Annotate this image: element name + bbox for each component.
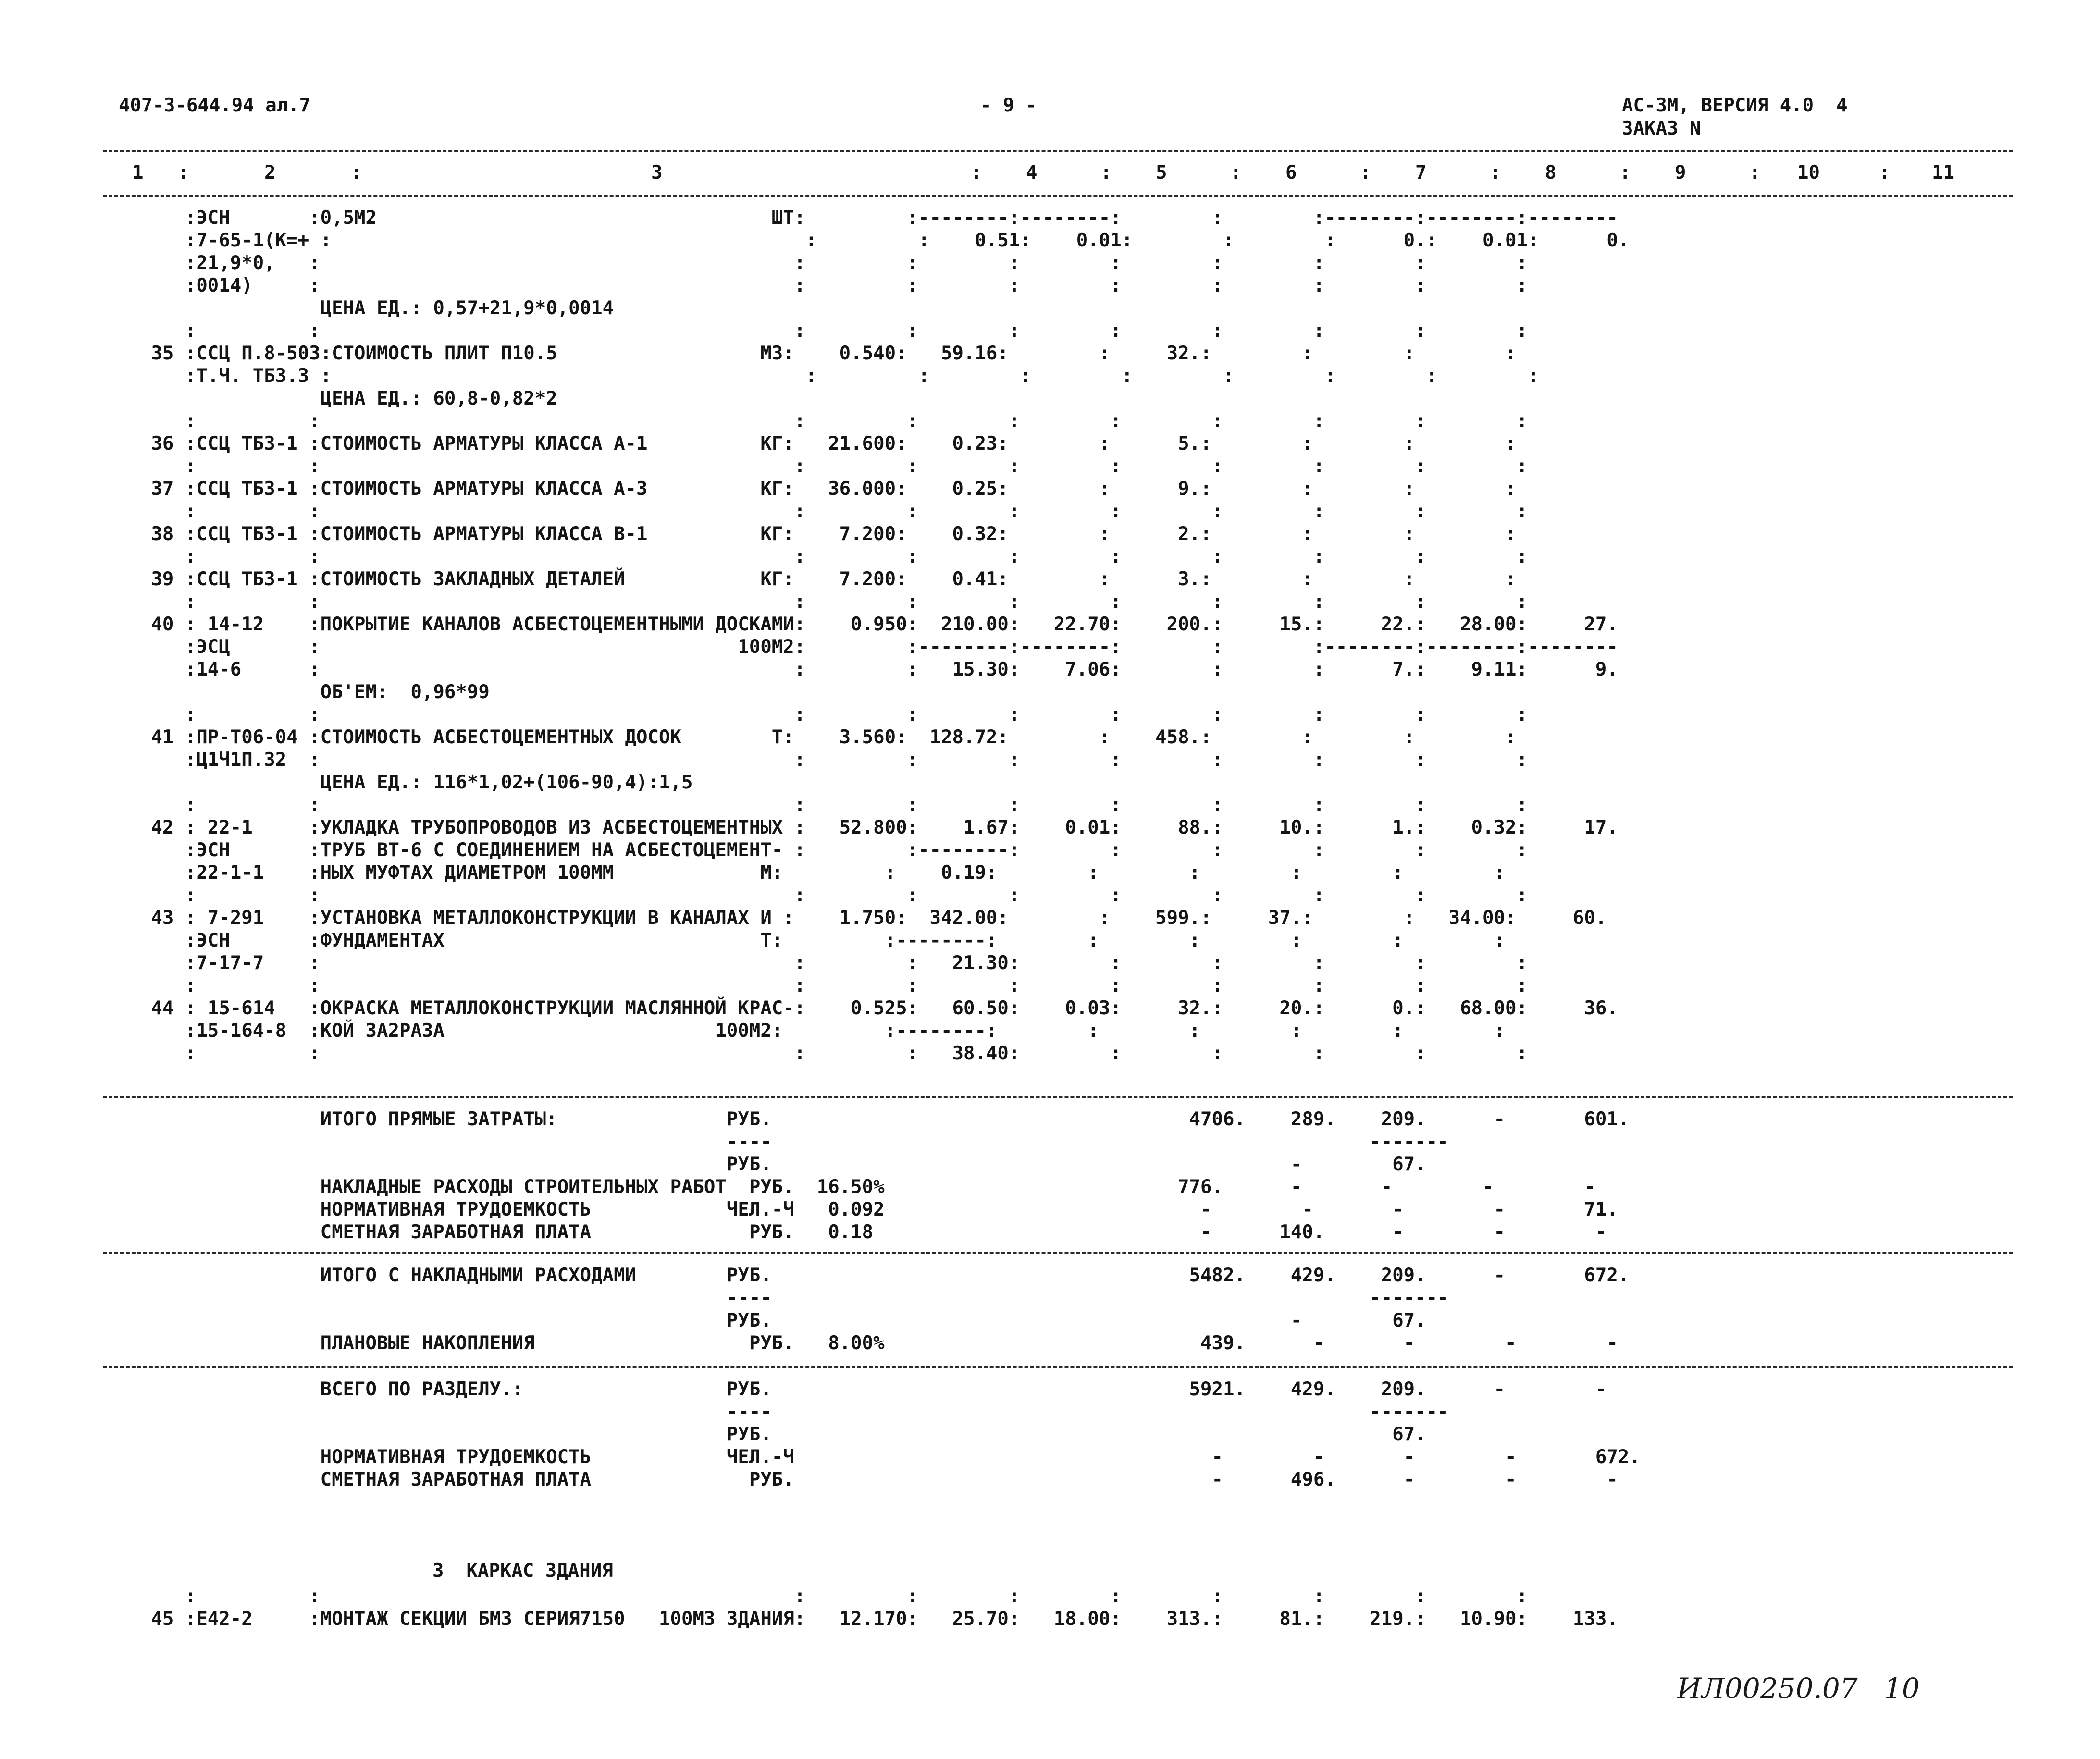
estimate-line: : : : : : : : : : : <box>95 885 1528 906</box>
overhead-rule <box>103 1252 2013 1254</box>
estimate-line: :7-17-7 : : : 21.30: : : : : : <box>95 952 1528 974</box>
estimate-line: 43 : 7-291 :УСТАНОВКА МЕТАЛЛОКОНСТРУКЦИИ В КАНАЛАХ И : 1.750: 342.00: : 599.: 37.: : 34.00: 60. <box>95 907 1607 929</box>
col-sep: : <box>1619 162 1631 184</box>
section-rule <box>103 1366 2013 1368</box>
handwritten-note: ИЛ00250.07 10 <box>1677 1672 1920 1705</box>
estimate-line: ЦЕНА ЕД.: 116*1,02+(106-90,4):1,5 <box>95 772 693 793</box>
estimate-line: : : : : : : : : : : <box>95 410 1528 432</box>
header-top-rule <box>103 150 2013 152</box>
estimate-line: :14-6 : : : 15.30: 7.06: : : 7.: 9.11: 9. <box>95 659 1618 680</box>
section-line: ---- ------- <box>95 1401 1449 1423</box>
estimate-line: : : : : : : : : : : <box>95 455 1528 477</box>
col-8-label: 8 <box>1545 162 1556 184</box>
estimate-line: :7-65-1(К=+ : : : 0.51: 0.01: : : 0.: 0.01: 0. <box>95 230 1630 251</box>
estimate-line: 42 : 22-1 :УКЛАДКА ТРУБОПРОВОДОВ ИЗ АСБЕСТОЦЕМЕНТНЫХ : 52.800: 1.67: 0.01: 88.: 10.: 1.: 0.32: 17. <box>95 817 1618 838</box>
totals-line: НАКЛАДНЫЕ РАСХОДЫ СТРОИТЕЛЬНЫХ РАБОТ РУБ. 16.50% 776. - - - - <box>95 1176 1595 1198</box>
section-line: РУБ. 67. <box>95 1424 1426 1445</box>
col-sep: : <box>1100 162 1112 184</box>
overhead-line: ИТОГО С НАКЛАДНЫМИ РАСХОДАМИ РУБ. 5482. 429. 209. - 672. <box>95 1265 1630 1286</box>
col-sep: : <box>1230 162 1242 184</box>
estimate-line: ОБ'ЕМ: 0,96*99 <box>95 681 490 703</box>
estimate-line: 36 :ССЦ ТБ3-1 :СТОИМОСТЬ АРМАТУРЫ КЛАССА А-1 КГ: 21.600: 0.23: : 5.: : : : <box>95 433 1517 455</box>
estimate-line: 41 :ПР-Т06-04 :СТОИМОСТЬ АСБЕСТОЦЕМЕНТНЫХ ДОСОК Т: 3.560: 128.72: : 458.: : : : <box>95 726 1517 748</box>
header-bottom-rule <box>103 195 2013 197</box>
estimate-line: : : : : : : : : : : <box>95 546 1528 567</box>
estimate-line: ЦЕНА ЕД.: 0,57+21,9*0,0014 <box>95 297 614 319</box>
overhead-line: ---- ------- <box>95 1287 1449 1309</box>
order-number: ЗАКАЗ N <box>1622 118 1701 139</box>
estimate-line: ЦЕНА ЕД.: 60,8-0,82*2 <box>95 388 557 409</box>
page-number: - 9 - <box>980 95 1037 116</box>
program-version: АС-3М, ВЕРСИЯ 4.0 4 <box>1622 95 1848 116</box>
estimate-line: : : : : : : : : : : <box>95 320 1528 342</box>
col-6-label: 6 <box>1285 162 1297 184</box>
estimate-line: : : : : : : : : : : <box>95 1586 1528 1607</box>
estimate-line: :ЭСН :0,5М2 ШТ: :--------:--------: : :--------:--------:-------- <box>95 207 1618 229</box>
estimate-line: :21,9*0, : : : : : : : : : <box>95 252 1528 274</box>
estimate-line: :ЭСЦ : 100М2: :--------:--------: : :--------:--------:-------- <box>95 636 1618 658</box>
col-7-label: 7 <box>1415 162 1427 184</box>
section-title: 3 КАРКАС ЗДАНИЯ <box>432 1560 613 1582</box>
section-line: СМЕТНАЯ ЗАРАБОТНАЯ ПЛАТА РУБ. - 496. - - - <box>95 1469 1618 1490</box>
totals-line: НОРМАТИВНАЯ ТРУДОЕМКОСТЬ ЧЕЛ.-Ч 0.092 - - - - 71. <box>95 1199 1618 1220</box>
section-line: НОРМАТИВНАЯ ТРУДОЕМКОСТЬ ЧЕЛ.-Ч - - - - 672. <box>95 1446 1641 1468</box>
totals-line: РУБ. - 67. <box>95 1154 1426 1175</box>
document-code: 407-3-644.94 ал.7 <box>119 95 311 116</box>
overhead-line: РУБ. - 67. <box>95 1310 1426 1331</box>
col-sep: : <box>1879 162 1890 184</box>
col-2-label: 2 <box>264 162 276 184</box>
estimate-line: 45 :Е42-2 :МОНТАЖ СЕКЦИИ БМ3 СЕРИЯ7150 100М3 ЗДАНИЯ: 12.170: 25.70: 18.00: 313.: 81.: 219.: 10.90: 133. <box>95 1608 1618 1630</box>
estimate-line: : : : : : : : : : : <box>95 794 1528 816</box>
totals-line: СМЕТНАЯ ЗАРАБОТНАЯ ПЛАТА РУБ. 0.18 - 140. - - - <box>95 1221 1607 1243</box>
totals-line: ИТОГО ПРЯМЫЕ ЗАТРАТЫ: РУБ. 4706. 289. 209. - 601. <box>95 1108 1630 1130</box>
col-sep: : <box>351 162 362 184</box>
estimate-line: :Ц1Ч1П.32 : : : : : : : : : <box>95 749 1528 771</box>
col-sep: : <box>971 162 982 184</box>
estimate-line: 38 :ССЦ ТБ3-1 :СТОИМОСТЬ АРМАТУРЫ КЛАССА В-1 КГ: 7.200: 0.32: : 2.: : : : <box>95 523 1517 545</box>
col-9-label: 9 <box>1675 162 1686 184</box>
estimate-line: : : : : 38.40: : : : : : <box>95 1043 1528 1064</box>
overhead-line: ПЛАНОВЫЕ НАКОПЛЕНИЯ РУБ. 8.00% 439. - - - - <box>95 1332 1618 1354</box>
col-4-label: 4 <box>1026 162 1038 184</box>
estimate-line: :ЭСН :ФУНДАМЕНТАХ Т: :--------: : : : : : <box>95 930 1505 951</box>
col-sep: : <box>178 162 189 184</box>
estimate-line: : : : : : : : : : : <box>95 501 1528 522</box>
col-11-label: 11 <box>1932 162 1954 184</box>
col-10-label: 10 <box>1797 162 1820 184</box>
totals-rule <box>103 1096 2013 1098</box>
estimate-line: :Т.Ч. ТБ3.3 : : : : : : : : : <box>95 365 1539 387</box>
estimate-line: 35 :ССЦ П.8-503:СТОИМОСТЬ ПЛИТ П10.5 М3: 0.540: 59.16: : 32.: : : : <box>95 343 1517 364</box>
estimate-line: :0014) : : : : : : : : : <box>95 275 1528 296</box>
col-5-label: 5 <box>1156 162 1167 184</box>
section-line: ВСЕГО ПО РАЗДЕЛУ.: РУБ. 5921. 429. 209. - - <box>95 1378 1607 1400</box>
estimate-line: : : : : : : : : : : <box>95 704 1528 726</box>
col-sep: : <box>1490 162 1501 184</box>
estimate-line: : : : : : : : : : : <box>95 591 1528 613</box>
totals-line: ---- ------- <box>95 1131 1449 1153</box>
estimate-line: : : : : : : : : : : <box>95 975 1528 996</box>
estimate-line: 37 :ССЦ ТБ3-1 :СТОИМОСТЬ АРМАТУРЫ КЛАССА А-3 КГ: 36.000: 0.25: : 9.: : : : <box>95 478 1517 500</box>
estimate-line: 44 : 15-614 :ОКРАСКА МЕТАЛЛОКОНСТРУКЦИИ МАСЛЯННОЙ КРАС-: 0.525: 60.50: 0.03: 32.: 20.: 0.: 68.00: 36. <box>95 997 1618 1019</box>
estimate-line: :ЭСН :ТРУБ ВТ-6 С СОЕДИНЕНИЕМ НА АСБЕСТОЦЕМЕНТ- : :--------: : : : : : <box>95 839 1528 861</box>
estimate-line: :15-164-8 :КОЙ ЗА2РАЗА 100М2: :--------: : : : : : <box>95 1020 1505 1042</box>
estimate-line: 40 : 14-12 :ПОКРЫТИЕ КАНАЛОВ АСБЕСТОЦЕМЕНТНЫМИ ДОСКАМИ: 0.950: 210.00: 22.70: 200.: 15.: 22.: 28.00: 27. <box>95 614 1618 635</box>
col-3-label: 3 <box>651 162 663 184</box>
estimate-line: :22-1-1 :НЫХ МУФТАХ ДИАМЕТРОМ 100ММ М: : 0.19: : : : : : <box>95 862 1505 884</box>
estimate-line: 39 :ССЦ ТБ3-1 :СТОИМОСТЬ ЗАКЛАДНЫХ ДЕТАЛЕЙ КГ: 7.200: 0.41: : 3.: : : : <box>95 568 1517 590</box>
col-1-label: 1 <box>132 162 144 184</box>
col-sep: : <box>1360 162 1371 184</box>
col-sep: : <box>1749 162 1761 184</box>
